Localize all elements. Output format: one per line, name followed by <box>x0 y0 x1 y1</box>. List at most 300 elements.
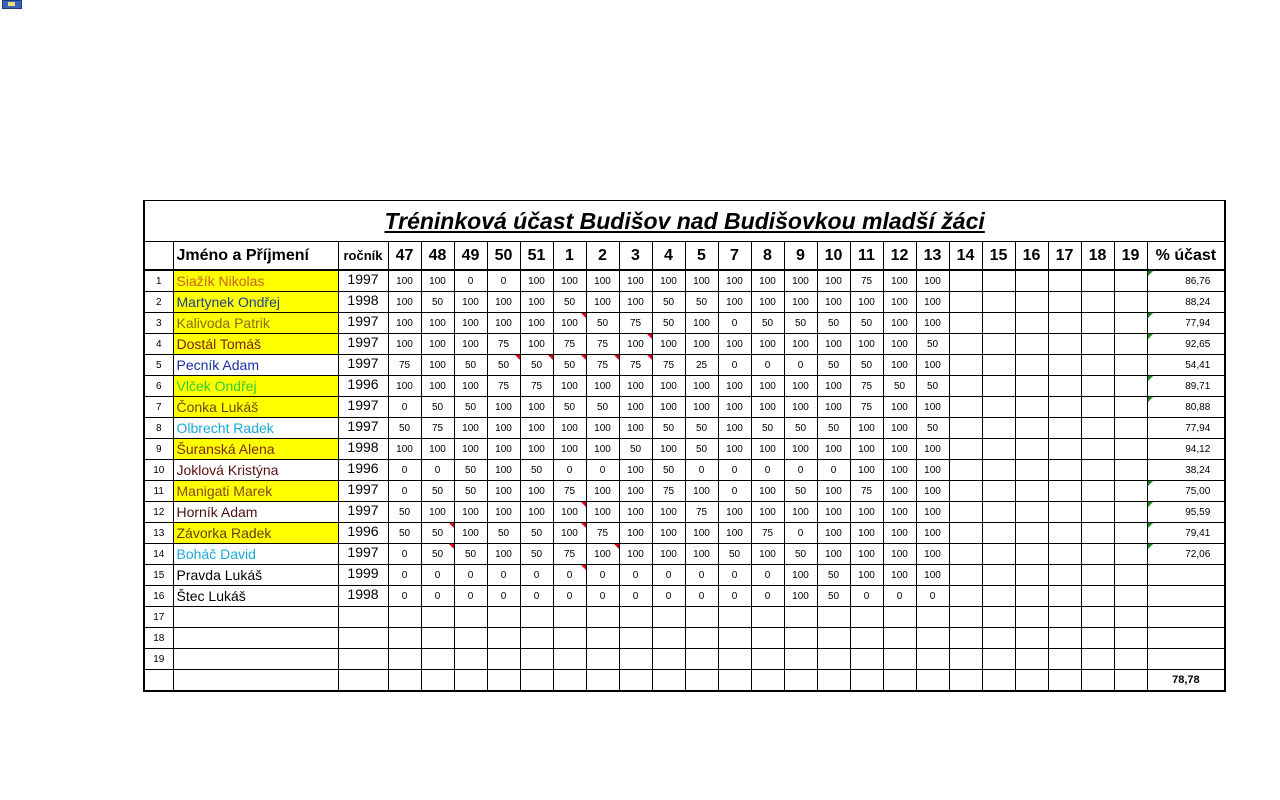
score-cell[interactable]: 100 <box>619 376 652 397</box>
score-cell[interactable]: 50 <box>718 544 751 565</box>
score-cell[interactable]: 100 <box>883 439 916 460</box>
score-cell[interactable] <box>1015 481 1048 502</box>
score-cell[interactable]: 100 <box>454 334 487 355</box>
score-cell[interactable]: 100 <box>520 481 553 502</box>
score-cell[interactable]: 75 <box>553 334 586 355</box>
score-cell[interactable] <box>949 439 982 460</box>
score-cell[interactable] <box>1081 502 1114 523</box>
score-cell[interactable]: 100 <box>916 439 949 460</box>
score-cell[interactable] <box>1081 292 1114 313</box>
score-cell[interactable]: 0 <box>718 565 751 586</box>
score-cell[interactable]: 100 <box>553 270 586 292</box>
score-cell[interactable]: 100 <box>487 502 520 523</box>
score-cell[interactable]: 100 <box>883 418 916 439</box>
score-cell[interactable]: 100 <box>784 292 817 313</box>
score-cell[interactable] <box>586 649 619 670</box>
score-cell[interactable]: 100 <box>718 292 751 313</box>
score-cell[interactable] <box>1015 334 1048 355</box>
percent-cell[interactable]: 86,76 <box>1147 270 1225 292</box>
score-cell[interactable] <box>1015 502 1048 523</box>
score-cell[interactable]: 100 <box>718 397 751 418</box>
score-cell[interactable] <box>652 649 685 670</box>
percent-cell[interactable] <box>1147 649 1225 670</box>
score-cell[interactable]: 50 <box>784 481 817 502</box>
score-cell[interactable]: 100 <box>388 439 421 460</box>
score-cell[interactable] <box>652 628 685 649</box>
score-cell[interactable]: 50 <box>586 397 619 418</box>
score-cell[interactable] <box>520 649 553 670</box>
score-cell[interactable]: 100 <box>619 460 652 481</box>
score-cell[interactable] <box>784 607 817 628</box>
score-cell[interactable]: 100 <box>619 270 652 292</box>
score-cell[interactable] <box>1015 628 1048 649</box>
score-cell[interactable] <box>1114 628 1147 649</box>
score-cell[interactable] <box>553 649 586 670</box>
score-cell[interactable] <box>1114 334 1147 355</box>
percent-cell[interactable]: 77,94 <box>1147 313 1225 334</box>
score-cell[interactable] <box>1114 502 1147 523</box>
score-cell[interactable]: 50 <box>553 355 586 376</box>
score-cell[interactable]: 100 <box>553 313 586 334</box>
player-name[interactable]: Boháč David <box>173 544 338 565</box>
score-cell[interactable] <box>1048 355 1081 376</box>
score-cell[interactable] <box>1048 586 1081 607</box>
score-cell[interactable] <box>487 628 520 649</box>
score-cell[interactable] <box>850 607 883 628</box>
score-cell[interactable] <box>949 355 982 376</box>
score-cell[interactable]: 75 <box>619 313 652 334</box>
score-cell[interactable]: 50 <box>388 418 421 439</box>
score-cell[interactable]: 100 <box>916 481 949 502</box>
score-cell[interactable]: 100 <box>817 481 850 502</box>
score-cell[interactable]: 100 <box>586 544 619 565</box>
birth-year[interactable]: 1998 <box>338 586 388 607</box>
birth-year[interactable]: 1998 <box>338 439 388 460</box>
total-percent[interactable]: 78,78 <box>1147 670 1225 692</box>
score-cell[interactable]: 50 <box>784 313 817 334</box>
score-cell[interactable]: 100 <box>487 418 520 439</box>
score-cell[interactable]: 0 <box>718 355 751 376</box>
score-cell[interactable] <box>1081 523 1114 544</box>
birth-year[interactable]: 1997 <box>338 544 388 565</box>
percent-cell[interactable]: 72,06 <box>1147 544 1225 565</box>
score-cell[interactable] <box>454 628 487 649</box>
score-cell[interactable] <box>1081 565 1114 586</box>
percent-cell[interactable]: 95,59 <box>1147 502 1225 523</box>
score-cell[interactable]: 75 <box>850 481 883 502</box>
score-cell[interactable] <box>1015 313 1048 334</box>
score-cell[interactable]: 100 <box>685 481 718 502</box>
score-cell[interactable]: 100 <box>685 397 718 418</box>
birth-year[interactable]: 1997 <box>338 334 388 355</box>
score-cell[interactable] <box>982 355 1015 376</box>
score-cell[interactable]: 75 <box>652 481 685 502</box>
score-cell[interactable]: 50 <box>520 523 553 544</box>
score-cell[interactable] <box>1015 355 1048 376</box>
percent-cell[interactable]: 92,65 <box>1147 334 1225 355</box>
score-cell[interactable] <box>949 628 982 649</box>
score-cell[interactable] <box>883 649 916 670</box>
percent-cell[interactable]: 88,24 <box>1147 292 1225 313</box>
score-cell[interactable]: 100 <box>916 292 949 313</box>
score-cell[interactable]: 100 <box>421 439 454 460</box>
score-cell[interactable]: 100 <box>652 270 685 292</box>
score-cell[interactable]: 100 <box>850 502 883 523</box>
score-cell[interactable] <box>982 376 1015 397</box>
score-cell[interactable]: 100 <box>850 460 883 481</box>
score-cell[interactable]: 0 <box>784 523 817 544</box>
score-cell[interactable]: 100 <box>520 313 553 334</box>
score-cell[interactable]: 0 <box>784 460 817 481</box>
empty-cell[interactable] <box>421 670 454 692</box>
score-cell[interactable] <box>949 397 982 418</box>
score-cell[interactable] <box>1114 565 1147 586</box>
player-name[interactable]: Vlček Ondřej <box>173 376 338 397</box>
score-cell[interactable] <box>718 607 751 628</box>
score-cell[interactable]: 100 <box>652 523 685 544</box>
percent-cell[interactable] <box>1147 565 1225 586</box>
score-cell[interactable] <box>1015 460 1048 481</box>
score-cell[interactable]: 50 <box>520 355 553 376</box>
empty-cell[interactable] <box>916 670 949 692</box>
score-cell[interactable] <box>1048 649 1081 670</box>
score-cell[interactable]: 100 <box>520 270 553 292</box>
score-cell[interactable]: 100 <box>916 460 949 481</box>
player-name[interactable]: Pravda Lukáš <box>173 565 338 586</box>
percent-cell[interactable] <box>1147 586 1225 607</box>
score-cell[interactable]: 100 <box>619 481 652 502</box>
player-name[interactable] <box>173 628 338 649</box>
score-cell[interactable] <box>520 628 553 649</box>
score-cell[interactable]: 0 <box>718 460 751 481</box>
score-cell[interactable]: 0 <box>619 565 652 586</box>
score-cell[interactable] <box>454 649 487 670</box>
score-cell[interactable]: 0 <box>586 586 619 607</box>
score-cell[interactable]: 0 <box>685 565 718 586</box>
score-cell[interactable]: 100 <box>883 397 916 418</box>
score-cell[interactable] <box>916 649 949 670</box>
score-cell[interactable]: 100 <box>454 313 487 334</box>
score-cell[interactable]: 100 <box>850 544 883 565</box>
score-cell[interactable]: 100 <box>586 502 619 523</box>
score-cell[interactable]: 100 <box>652 439 685 460</box>
score-cell[interactable] <box>982 481 1015 502</box>
score-cell[interactable] <box>685 649 718 670</box>
score-cell[interactable]: 100 <box>487 292 520 313</box>
score-cell[interactable]: 100 <box>883 502 916 523</box>
score-cell[interactable]: 75 <box>487 376 520 397</box>
score-cell[interactable]: 100 <box>619 334 652 355</box>
score-cell[interactable]: 100 <box>619 418 652 439</box>
score-cell[interactable] <box>1015 523 1048 544</box>
score-cell[interactable]: 75 <box>586 355 619 376</box>
score-cell[interactable]: 100 <box>586 376 619 397</box>
score-cell[interactable]: 75 <box>685 502 718 523</box>
score-cell[interactable]: 0 <box>850 586 883 607</box>
score-cell[interactable]: 100 <box>487 313 520 334</box>
score-cell[interactable] <box>1048 313 1081 334</box>
score-cell[interactable]: 100 <box>916 565 949 586</box>
birth-year[interactable]: 1999 <box>338 565 388 586</box>
score-cell[interactable]: 100 <box>850 334 883 355</box>
score-cell[interactable] <box>619 628 652 649</box>
score-cell[interactable]: 100 <box>751 481 784 502</box>
score-cell[interactable]: 0 <box>454 586 487 607</box>
score-cell[interactable] <box>949 481 982 502</box>
score-cell[interactable] <box>1114 523 1147 544</box>
empty-cell[interactable] <box>1048 670 1081 692</box>
score-cell[interactable] <box>949 523 982 544</box>
birth-year[interactable]: 1997 <box>338 397 388 418</box>
empty-cell[interactable] <box>144 670 173 692</box>
empty-cell[interactable] <box>338 670 388 692</box>
score-cell[interactable] <box>1015 376 1048 397</box>
score-cell[interactable] <box>1081 418 1114 439</box>
score-cell[interactable]: 75 <box>850 376 883 397</box>
score-cell[interactable] <box>751 628 784 649</box>
score-cell[interactable] <box>1114 292 1147 313</box>
score-cell[interactable] <box>949 502 982 523</box>
percent-cell[interactable]: 77,94 <box>1147 418 1225 439</box>
score-cell[interactable]: 0 <box>487 565 520 586</box>
score-cell[interactable] <box>1114 544 1147 565</box>
score-cell[interactable] <box>982 565 1015 586</box>
score-cell[interactable]: 100 <box>817 292 850 313</box>
score-cell[interactable] <box>949 418 982 439</box>
player-name[interactable]: Čonka Lukáš <box>173 397 338 418</box>
birth-year[interactable] <box>338 607 388 628</box>
score-cell[interactable]: 0 <box>388 397 421 418</box>
score-cell[interactable] <box>1048 460 1081 481</box>
score-cell[interactable] <box>1015 586 1048 607</box>
score-cell[interactable] <box>949 292 982 313</box>
empty-cell[interactable] <box>784 670 817 692</box>
score-cell[interactable] <box>388 607 421 628</box>
score-cell[interactable]: 50 <box>619 439 652 460</box>
score-cell[interactable]: 50 <box>454 355 487 376</box>
score-cell[interactable]: 100 <box>652 397 685 418</box>
score-cell[interactable]: 50 <box>652 460 685 481</box>
score-cell[interactable]: 0 <box>685 586 718 607</box>
score-cell[interactable]: 100 <box>553 376 586 397</box>
score-cell[interactable] <box>949 460 982 481</box>
empty-cell[interactable] <box>685 670 718 692</box>
score-cell[interactable]: 0 <box>388 565 421 586</box>
score-cell[interactable]: 100 <box>916 355 949 376</box>
score-cell[interactable] <box>1081 607 1114 628</box>
score-cell[interactable]: 0 <box>487 586 520 607</box>
score-cell[interactable]: 100 <box>454 502 487 523</box>
score-cell[interactable] <box>1015 270 1048 292</box>
score-cell[interactable] <box>949 565 982 586</box>
score-cell[interactable]: 100 <box>520 292 553 313</box>
empty-cell[interactable] <box>388 670 421 692</box>
score-cell[interactable] <box>982 628 1015 649</box>
score-cell[interactable] <box>1114 649 1147 670</box>
player-name[interactable]: Závorka Radek <box>173 523 338 544</box>
score-cell[interactable]: 50 <box>685 418 718 439</box>
score-cell[interactable]: 75 <box>487 334 520 355</box>
score-cell[interactable]: 0 <box>520 565 553 586</box>
score-cell[interactable]: 0 <box>817 460 850 481</box>
player-name[interactable]: Joklová Kristýna <box>173 460 338 481</box>
score-cell[interactable]: 50 <box>685 292 718 313</box>
score-cell[interactable]: 100 <box>586 270 619 292</box>
score-cell[interactable]: 0 <box>652 586 685 607</box>
score-cell[interactable]: 100 <box>784 565 817 586</box>
score-cell[interactable]: 100 <box>685 376 718 397</box>
score-cell[interactable]: 100 <box>586 481 619 502</box>
score-cell[interactable] <box>1114 355 1147 376</box>
score-cell[interactable]: 50 <box>817 565 850 586</box>
score-cell[interactable] <box>1015 544 1048 565</box>
score-cell[interactable]: 0 <box>454 270 487 292</box>
score-cell[interactable]: 100 <box>916 313 949 334</box>
score-cell[interactable] <box>1048 418 1081 439</box>
score-cell[interactable] <box>1114 313 1147 334</box>
score-cell[interactable]: 100 <box>817 270 850 292</box>
score-cell[interactable]: 75 <box>553 544 586 565</box>
score-cell[interactable]: 100 <box>784 397 817 418</box>
score-cell[interactable]: 100 <box>652 334 685 355</box>
score-cell[interactable] <box>1114 376 1147 397</box>
birth-year[interactable]: 1997 <box>338 418 388 439</box>
score-cell[interactable]: 100 <box>619 502 652 523</box>
score-cell[interactable] <box>1015 397 1048 418</box>
score-cell[interactable]: 50 <box>883 376 916 397</box>
score-cell[interactable]: 50 <box>421 481 454 502</box>
score-cell[interactable]: 100 <box>652 544 685 565</box>
score-cell[interactable] <box>1048 565 1081 586</box>
score-cell[interactable] <box>883 628 916 649</box>
score-cell[interactable]: 100 <box>586 292 619 313</box>
score-cell[interactable]: 50 <box>817 418 850 439</box>
score-cell[interactable]: 100 <box>454 523 487 544</box>
score-cell[interactable] <box>1015 565 1048 586</box>
score-cell[interactable]: 100 <box>421 270 454 292</box>
score-cell[interactable] <box>1048 607 1081 628</box>
player-name[interactable]: Olbrecht Radek <box>173 418 338 439</box>
score-cell[interactable]: 100 <box>520 502 553 523</box>
score-cell[interactable]: 100 <box>520 418 553 439</box>
score-cell[interactable]: 100 <box>619 523 652 544</box>
empty-cell[interactable] <box>454 670 487 692</box>
score-cell[interactable]: 100 <box>520 397 553 418</box>
score-cell[interactable]: 50 <box>388 523 421 544</box>
empty-cell[interactable] <box>652 670 685 692</box>
score-cell[interactable]: 100 <box>751 334 784 355</box>
score-cell[interactable] <box>982 397 1015 418</box>
score-cell[interactable]: 25 <box>685 355 718 376</box>
score-cell[interactable]: 0 <box>553 565 586 586</box>
score-cell[interactable] <box>1048 376 1081 397</box>
score-cell[interactable] <box>949 376 982 397</box>
score-cell[interactable] <box>454 607 487 628</box>
empty-cell[interactable] <box>949 670 982 692</box>
birth-year[interactable] <box>338 628 388 649</box>
player-name[interactable]: Pecník Adam <box>173 355 338 376</box>
score-cell[interactable]: 100 <box>718 270 751 292</box>
empty-cell[interactable] <box>619 670 652 692</box>
score-cell[interactable]: 100 <box>916 397 949 418</box>
score-cell[interactable]: 100 <box>685 313 718 334</box>
score-cell[interactable] <box>949 544 982 565</box>
score-cell[interactable]: 100 <box>883 313 916 334</box>
score-cell[interactable]: 0 <box>718 586 751 607</box>
score-cell[interactable] <box>751 649 784 670</box>
score-cell[interactable]: 100 <box>751 544 784 565</box>
score-cell[interactable] <box>1048 292 1081 313</box>
empty-cell[interactable] <box>850 670 883 692</box>
player-name[interactable]: Štec Lukáš <box>173 586 338 607</box>
score-cell[interactable]: 100 <box>751 439 784 460</box>
player-name[interactable] <box>173 607 338 628</box>
score-cell[interactable]: 100 <box>454 376 487 397</box>
score-cell[interactable]: 50 <box>553 397 586 418</box>
score-cell[interactable] <box>982 292 1015 313</box>
percent-cell[interactable]: 54,41 <box>1147 355 1225 376</box>
score-cell[interactable]: 100 <box>487 439 520 460</box>
score-cell[interactable]: 100 <box>718 376 751 397</box>
score-cell[interactable]: 75 <box>619 355 652 376</box>
score-cell[interactable] <box>1114 270 1147 292</box>
score-cell[interactable]: 50 <box>487 355 520 376</box>
score-cell[interactable]: 100 <box>850 292 883 313</box>
score-cell[interactable] <box>1048 270 1081 292</box>
score-cell[interactable] <box>388 628 421 649</box>
score-cell[interactable]: 75 <box>850 397 883 418</box>
score-cell[interactable]: 75 <box>586 523 619 544</box>
score-cell[interactable] <box>1114 607 1147 628</box>
score-cell[interactable]: 0 <box>553 586 586 607</box>
score-cell[interactable]: 100 <box>553 523 586 544</box>
score-cell[interactable] <box>1015 439 1048 460</box>
score-cell[interactable]: 100 <box>652 502 685 523</box>
score-cell[interactable]: 100 <box>619 544 652 565</box>
score-cell[interactable]: 75 <box>553 481 586 502</box>
score-cell[interactable]: 100 <box>718 502 751 523</box>
score-cell[interactable]: 50 <box>520 460 553 481</box>
score-cell[interactable]: 100 <box>652 376 685 397</box>
birth-year[interactable]: 1996 <box>338 376 388 397</box>
score-cell[interactable]: 100 <box>487 481 520 502</box>
score-cell[interactable] <box>949 334 982 355</box>
score-cell[interactable]: 0 <box>619 586 652 607</box>
score-cell[interactable] <box>487 607 520 628</box>
score-cell[interactable] <box>685 628 718 649</box>
score-cell[interactable]: 50 <box>916 376 949 397</box>
score-cell[interactable] <box>784 628 817 649</box>
score-cell[interactable] <box>1081 544 1114 565</box>
score-cell[interactable]: 0 <box>421 565 454 586</box>
score-cell[interactable] <box>949 586 982 607</box>
score-cell[interactable]: 100 <box>784 502 817 523</box>
score-cell[interactable] <box>949 270 982 292</box>
score-cell[interactable] <box>916 628 949 649</box>
score-cell[interactable]: 100 <box>817 544 850 565</box>
percent-cell[interactable]: 38,24 <box>1147 460 1225 481</box>
score-cell[interactable]: 0 <box>454 565 487 586</box>
score-cell[interactable]: 50 <box>487 523 520 544</box>
score-cell[interactable] <box>850 628 883 649</box>
score-cell[interactable]: 100 <box>784 334 817 355</box>
score-cell[interactable]: 0 <box>487 270 520 292</box>
score-cell[interactable] <box>1048 439 1081 460</box>
score-cell[interactable]: 100 <box>487 460 520 481</box>
score-cell[interactable]: 100 <box>388 313 421 334</box>
score-cell[interactable]: 0 <box>586 460 619 481</box>
score-cell[interactable] <box>619 649 652 670</box>
